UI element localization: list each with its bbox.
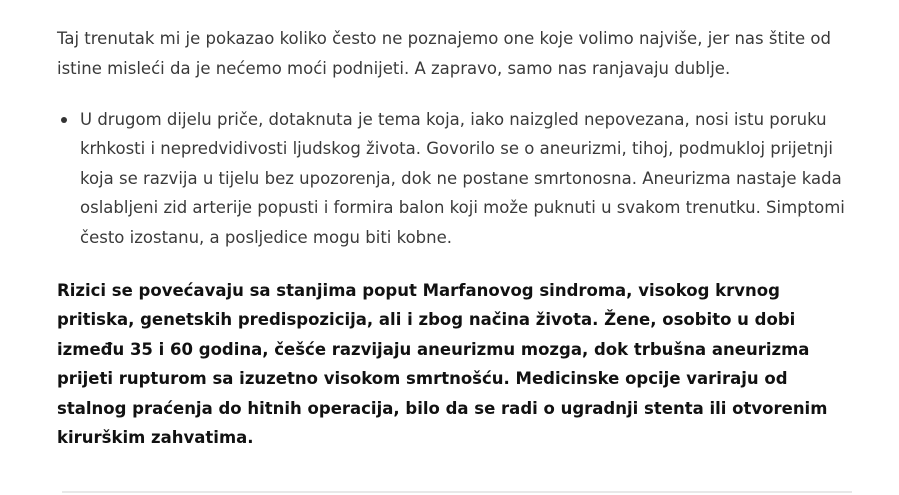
intro-paragraph: Taj trenutak mi je pokazao koliko često ne poznajemo one koje volimo najviše, jer nas štite od istine misleći da je nećemo moći podnijeti. A zapravo, samo nas ranjavaju dublje. bbox=[57, 29, 831, 78]
list-item bbox=[57, 105, 857, 252]
article-body bbox=[57, 0, 857, 452]
bold-paragraph: Rizici se povećavaju sa stanjima poput Marfanovog sindroma, visokog krvnog pritiska, genetskih predispozicija, ali i zbog načina života. Žene, osobito u dobi između 35 i 60 godina, češće razvijaju aneurizmu mozga, dok trbušna aneurizma prijeti rupturom sa izuzetno visokom smrtnošću. Medicinske opcije variraju od stalnog praćenja do hitnih operacija, bilo da se radi o ugradnji stenta ili otvorenim kirurškim zahvatima. bbox=[57, 281, 828, 448]
bullet-icon bbox=[61, 117, 67, 123]
bullet-list bbox=[57, 105, 857, 252]
section-divider bbox=[62, 491, 852, 493]
list-item-text: U drugom dijelu priče, dotaknuta je tema koja, iako naizgled nepovezana, nosi istu poruku krhkosti i nepredvidivosti ljudskog života. Govorilo se o aneurizmi, tihoj, podmukloj prijetnji koja se razvija u tijelu bez upozorenja, dok ne postane smrtonosna. Aneurizma nastaje kada oslabljeni zid arterije popusti i formira balon koji može puknuti u svakom trenutku. Simptomi često izostanu, a posljedice mogu biti kobne. bbox=[80, 110, 845, 247]
